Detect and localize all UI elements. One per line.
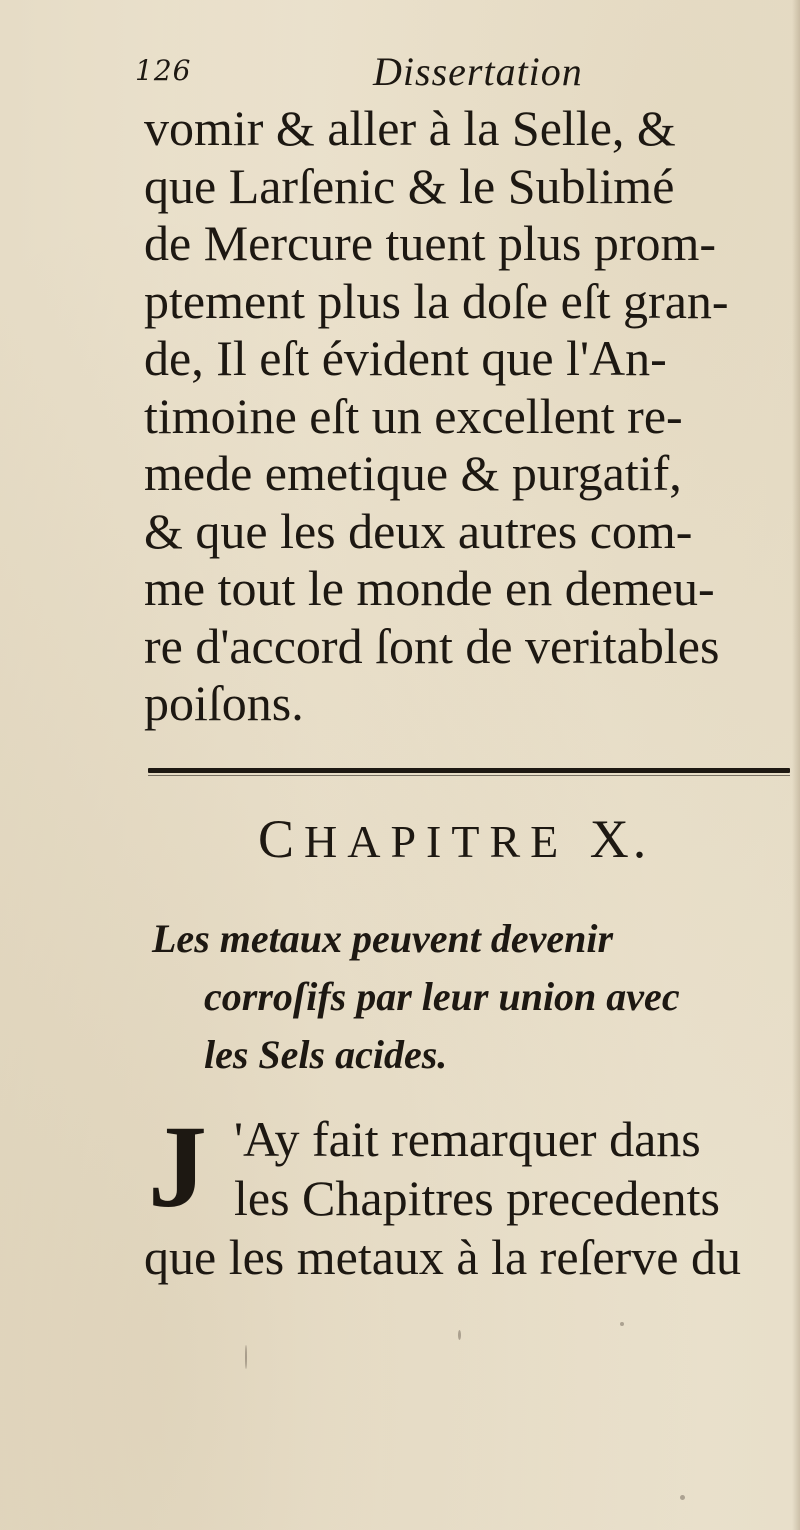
page-number: 126 <box>135 54 192 87</box>
text-line: mede emetique & purgatif, <box>144 445 682 501</box>
paper-speck <box>245 1345 247 1369</box>
paper-speck <box>680 1495 685 1500</box>
chapter-heading-word: HAPITRE <box>304 816 569 867</box>
text-line: que les metaux à la reſerve du <box>144 1229 741 1285</box>
running-head: Dissertation <box>373 49 583 94</box>
section-divider-rule <box>148 768 790 773</box>
text-line: timoine eſt un excellent re- <box>144 387 683 444</box>
chapter-title-line: Les metaux peuvent devenir <box>152 916 614 961</box>
text-line: ptement plus la doſe eſt gran- <box>144 272 729 329</box>
paper-speck <box>458 1330 461 1340</box>
paper-speck <box>620 1322 624 1326</box>
text-line: vomir & aller à la Selle, & <box>144 100 676 156</box>
text-line: les Chapitres precedents <box>234 1170 720 1226</box>
chapter-title-line: corroſifs par leur union avec <box>204 974 680 1019</box>
chapter-title <box>152 910 800 1084</box>
text-line: poiſons. <box>144 675 304 731</box>
text-line: me tout le monde en demeu- <box>144 560 715 616</box>
drop-cap: J <box>148 1101 207 1232</box>
section-divider-hairline <box>148 775 790 776</box>
chapter-title-line: les Sels acides. <box>204 1032 448 1077</box>
text-line: re d'accord ſont de veritables <box>144 617 720 674</box>
page-header <box>135 48 735 98</box>
chapter-heading-initial: C <box>258 809 305 869</box>
paragraph-2 <box>144 1101 800 1287</box>
text-line: de Mercure tuent plus prom- <box>144 215 717 271</box>
text-line: 'Ay fait remarquer dans <box>234 1111 701 1167</box>
paragraph-1 <box>144 100 800 733</box>
text-line: de, Il eſt évident que l'An- <box>144 330 667 386</box>
chapter-number: X. <box>589 809 651 869</box>
text-line: que Larſenic & le Sublimé <box>144 157 675 214</box>
chapter-heading <box>258 808 650 870</box>
text-line: & que les deux autres com- <box>144 502 693 559</box>
